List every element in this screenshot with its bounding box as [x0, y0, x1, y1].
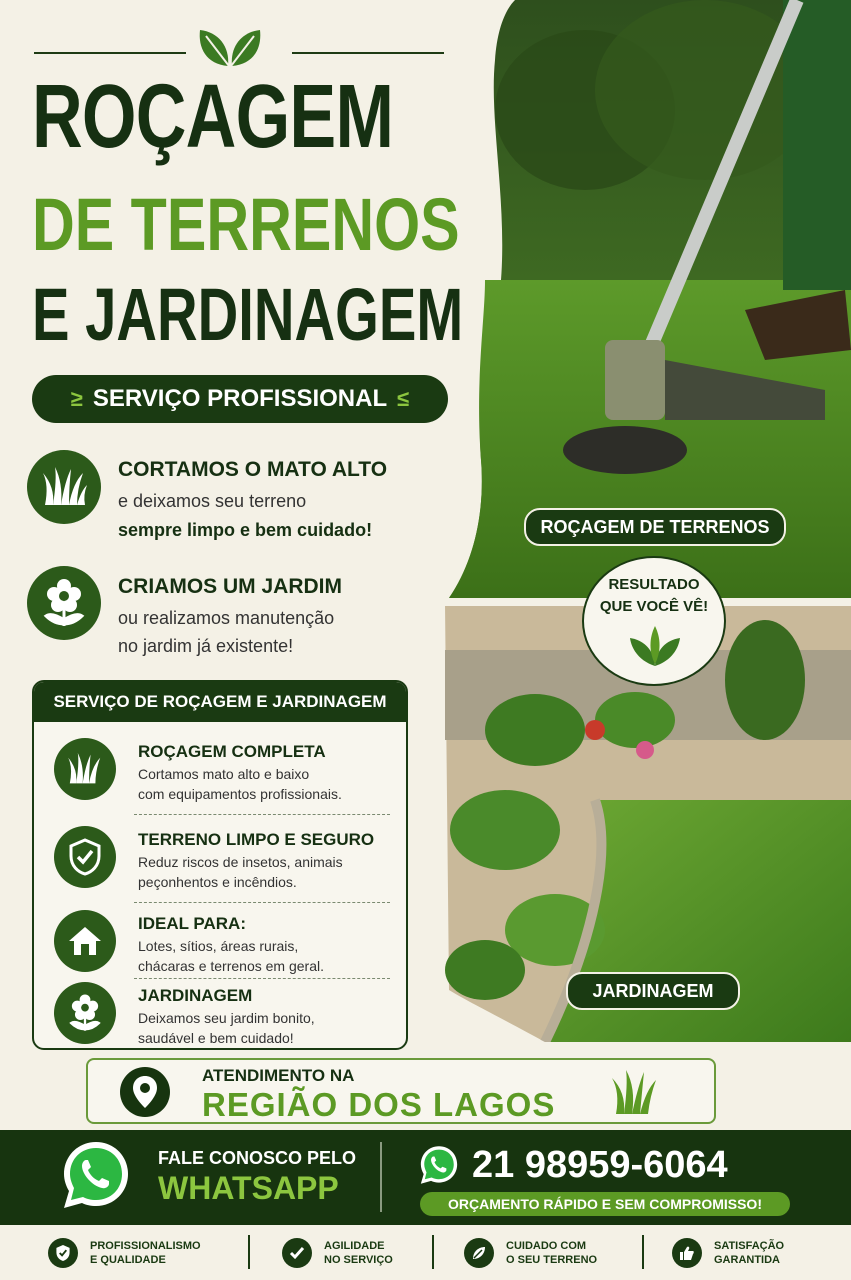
- service-title: IDEAL PARA:: [138, 914, 246, 933]
- divider: [642, 1235, 644, 1269]
- label-rocagem-terrenos: ROÇAGEM DE TERRENOS: [524, 508, 786, 546]
- benefit-text: CUIDADO COM O SEU TERRENO: [506, 1240, 598, 1266]
- feature-text-mato-2: sempre limpo e bem cuidado!: [118, 520, 373, 540]
- leaf-icon: [464, 1238, 494, 1268]
- benefit-item: [48, 1233, 201, 1273]
- service-description: Lotes, sítios, áreas rurais, chácaras e terrenos em geral.: [138, 938, 324, 974]
- title-line-3: E JARDINAGEM: [32, 273, 464, 356]
- contact-line-1: FALE CONOSCO PELO: [158, 1148, 357, 1168]
- service-title: TERRENO LIMPO E SEGURO: [138, 830, 375, 849]
- contact-line-2: WHATSAPP: [158, 1170, 339, 1206]
- benefit-text: AGILIDADE NO SERVIÇO: [324, 1240, 393, 1266]
- benefit-item: [672, 1233, 784, 1273]
- divider: [380, 1142, 382, 1212]
- title-line-2: DE TERRENOS: [32, 183, 460, 266]
- grass-icon: [54, 738, 116, 800]
- label-jardinagem: JARDINAGEM: [566, 972, 740, 1010]
- service-item-jardinagem: [34, 972, 408, 1050]
- leaves-icon: [196, 26, 264, 68]
- shield-check-icon: [54, 826, 116, 888]
- badge-label: SERVIÇO PROFISSIONAL: [92, 385, 388, 412]
- grass-icon: [610, 1068, 660, 1116]
- divider: [134, 814, 390, 815]
- services-box: [32, 680, 408, 1050]
- region-box: [86, 1058, 716, 1124]
- benefit-item: [464, 1233, 597, 1273]
- arrows-right-icon: ≤: [397, 386, 410, 411]
- header-divider-left: [34, 52, 186, 54]
- divider: [248, 1235, 250, 1269]
- benefit-item: [282, 1233, 393, 1273]
- service-item-rocagem: [34, 728, 408, 812]
- result-line-1: RESULTADO: [608, 576, 700, 593]
- title-line-1: ROÇAGEM: [32, 67, 394, 167]
- phone-number[interactable]: 21 98959-6064: [472, 1144, 728, 1186]
- service-description: Cortamos mato alto e baixo com equipamentos profissionais.: [138, 766, 342, 802]
- house-icon: [54, 910, 116, 972]
- professional-badge: [32, 375, 448, 423]
- feature-title-jardim: CRIAMOS UM JARDIM: [118, 575, 342, 598]
- check-icon: [282, 1238, 312, 1268]
- benefit-text: SATISFAÇÃO GARANTIDA: [714, 1240, 785, 1266]
- benefit-text: PROFISSIONALISMO E QUALIDADE: [90, 1240, 201, 1266]
- service-title: JARDINAGEM: [138, 986, 253, 1005]
- arrows-left-icon: ≥: [70, 386, 83, 411]
- service-item-terreno: [34, 816, 408, 900]
- services-header: SERVIÇO DE ROÇAGEM E JARDINAGEM: [34, 682, 406, 722]
- divider: [432, 1235, 434, 1269]
- service-description: Reduz riscos de insetos, animais peçonhentos e incêndios.: [138, 854, 343, 890]
- shield-check-icon: [48, 1238, 78, 1268]
- grass-icon: [27, 450, 101, 524]
- header-divider-right: [292, 52, 444, 54]
- service-description: Deixamos seu jardim bonito, saudável e bem cuidado!: [138, 1010, 315, 1046]
- region-line-2: REGIÃO DOS LAGOS: [202, 1086, 556, 1123]
- feature-text-jardim-1: ou realizamos manutenção: [118, 608, 335, 628]
- feature-text-mato-1: e deixamos seu terreno: [118, 491, 307, 511]
- sprout-icon: [628, 624, 682, 668]
- whatsapp-icon[interactable]: [418, 1144, 460, 1186]
- result-line-2: QUE VOCÊ VÊ!: [599, 598, 709, 615]
- contact-bar: [0, 1130, 851, 1225]
- whatsapp-icon[interactable]: [60, 1138, 132, 1212]
- service-title: ROÇAGEM COMPLETA: [138, 742, 326, 761]
- benefits-bar: [0, 1225, 851, 1280]
- flower-icon: [54, 982, 116, 1044]
- feature-title-mato: CORTAMOS O MATO ALTO: [118, 458, 388, 481]
- location-pin-icon: [120, 1067, 170, 1117]
- tagline-badge: ORÇAMENTO RÁPIDO E SEM COMPROMISSO!: [420, 1192, 790, 1216]
- thumbs-up-icon: [672, 1238, 702, 1268]
- flower-icon: [27, 566, 101, 640]
- result-badge: [582, 556, 726, 686]
- feature-text-jardim-2: no jardim já existente!: [118, 636, 294, 656]
- region-line-1: ATENDIMENTO NA: [202, 1066, 355, 1085]
